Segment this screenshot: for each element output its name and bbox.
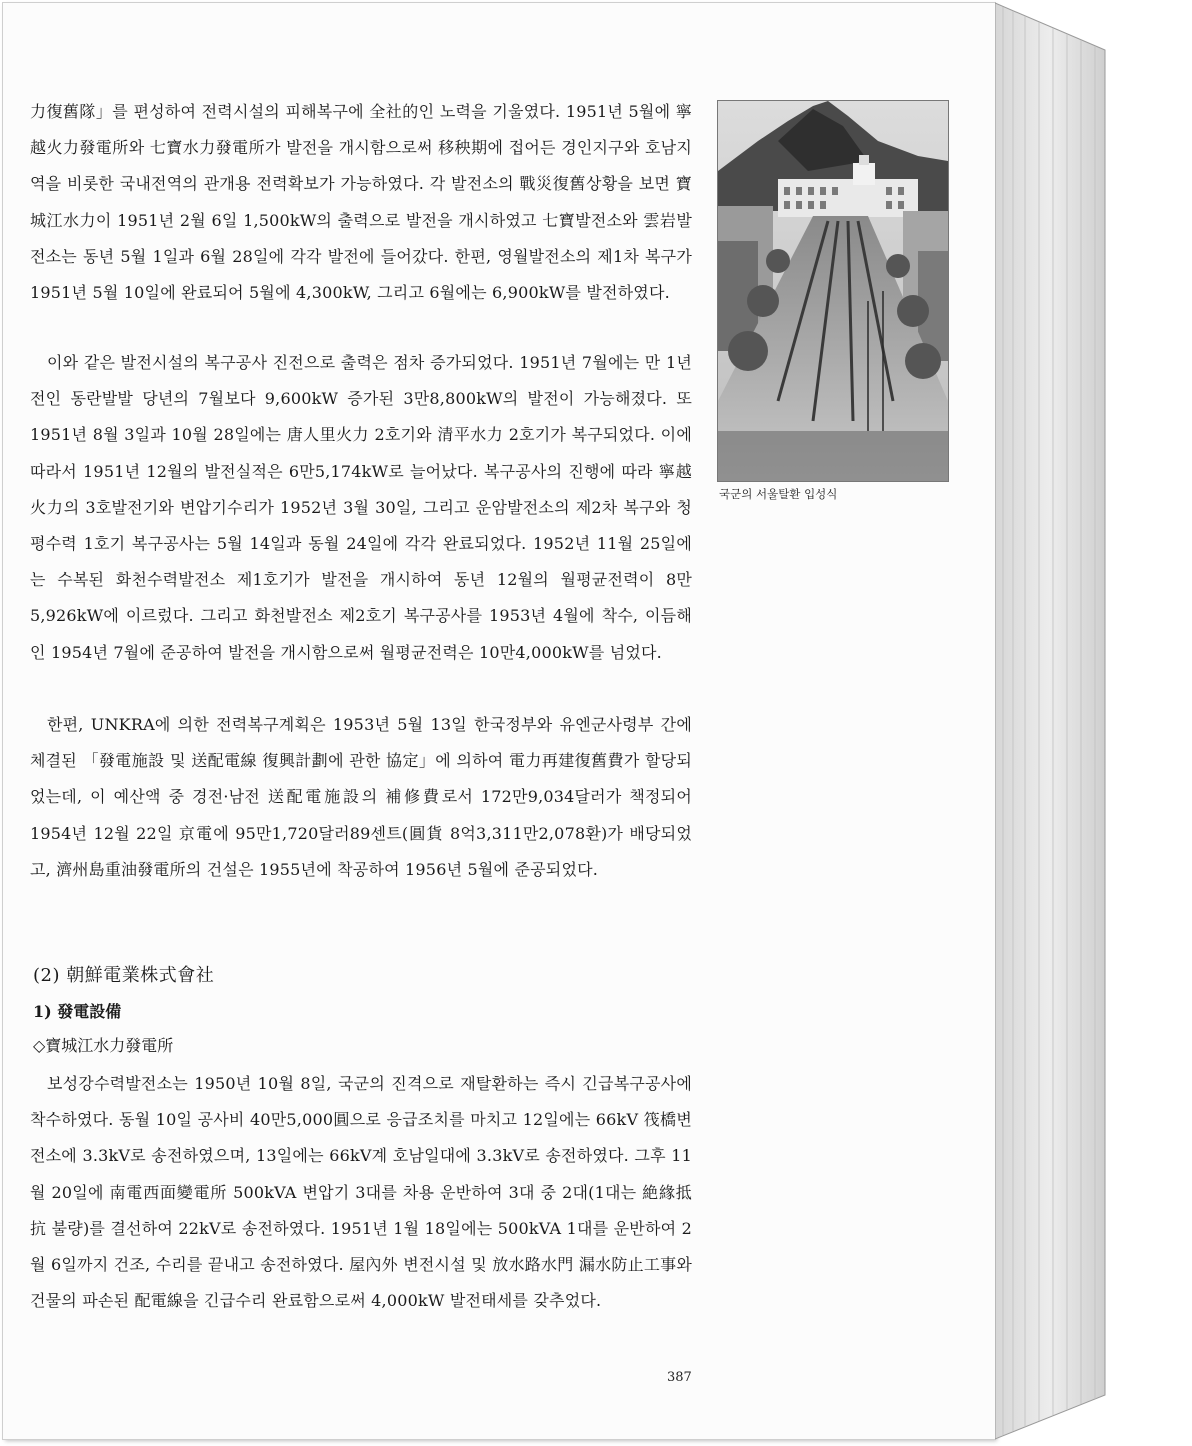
plant-heading: ◇寶城江水力發電所 <box>33 1036 174 1055</box>
body-paragraph: 한편, UNKRA에 의한 전력복구계획은 1953년 5월 13일 한국정부와 유엔군사령부 간에 체결된 「發電施設 및 送配電線 復興計劃에 관한 協定」에 의하여 電力再建復舊費가 할당되었는데, 이 예산액 중 경전·남전 送配電施設의 補修費로서 172만9,034달러가 책정되어 1954년 12월 22일 京電에 95만1,720달러89센트(圓貨 8억3,311만2,078환)가 배당되었고, 濟州島重油發電所의 건설은 1955년에 착공하여 1956년 5월에 준공되었다. <box>30 715 692 879</box>
parade-photo <box>717 100 949 482</box>
page-number: 387 <box>667 1370 692 1385</box>
body-paragraph: 力復舊隊」를 편성하여 전력시설의 피해복구에 全社的인 노력을 기울였다. 1951년 5월에 寧越火力發電所와 七寶水力發電所가 발전을 개시함으로써 移秧期에 접어든 경인지구와 호남지역을 비롯한 국내전역의 관개용 전력확보가 가능하였다. 각 발전소의 戰災復舊상황을 보면 寶城江水力이 1951년 2월 6일 1,500kW의 출력으로 발전을 개시하였고 七寶발전소와 雲岩발전소는 동년 5월 1일과 6월 28일에 각각 발전에 들어갔다. 한편, 영월발전소의 제1차 복구가 1951년 5월 10일에 완료되어 5월에 4,300kW, 그리고 6월에는 6,900kW를 발전하였다. <box>30 102 692 303</box>
section-heading: (2) 朝鮮電業株式會社 <box>33 965 215 986</box>
body-paragraph: 보성강수력발전소는 1950년 10월 8일, 국군의 진격으로 재탈환하는 즉시 긴급복구공사에 착수하였다. 동월 10일 공사비 40만5,000圓으로 응급조치를 마치고 12일에는 66kV 筏橋변전소에 3.3kV로 송전하였으며, 13일에는 66kV계 호남일대에 3.3kV로 송전하였다. 그후 11월 20일에 南電西面變電所 500kVA 변압기 3대를 차용 운반하여 3대 중 2대(1대는 絶緣抵抗 불량)를 결선하여 22kV로 송전하였다. 1951년 1월 18일에는 500kVA 1대를 운반하여 2월 6일까지 건조, 수리를 끝내고 송전하였다. 屋內外 변전시설 및 放水路水門 漏水防止工事와 건물의 파손된 配電線을 긴급수리 완료함으로써 4,000kW 발전태세를 갖추었다. <box>30 1074 692 1311</box>
book-page <box>3 3 995 1439</box>
body-paragraph: 이와 같은 발전시설의 복구공사 진전으로 출력은 점차 증가되었다. 1951년 7월에는 만 1년 전인 동란발발 당년의 7월보다 9,600kW 증가된 3만8,800kW의 발전이 가능해졌다. 또 1951년 8월 3일과 10월 28일에는 唐人里火力 2호기와 清平水力 2호기가 복구되었다. 이에 따라서 1951년 12월의 발전실적은 6만5,174kW로 늘어났다. 복구공사의 진행에 따라 寧越火力의 3호발전기와 변압기수리가 1952년 3월 30일, 그리고 운암발전소의 제2차 복구와 청평수력 1호기 복구공사는 5월 14일과 동월 24일에 각각 완료되었다. 1952년 11월 25일에는 수복된 화천수력발전소 제1호기가 발전을 개시하여 동년 12월의 월평균전력이 8만5,926kW에 이르렀다. 그리고 화천발전소 제2호기 복구공사를 1953년 4월에 착수, 이듬해인 1954년 7월에 준공하여 발전을 개시함으로써 월평균전력은 10만4,000kW를 넘었다. <box>30 353 692 662</box>
photo-caption: 국군의 서울탈환 입성식 <box>719 487 838 501</box>
subsection-heading: 1) 發電設備 <box>33 1002 122 1021</box>
book-edge <box>995 0 1192 1446</box>
